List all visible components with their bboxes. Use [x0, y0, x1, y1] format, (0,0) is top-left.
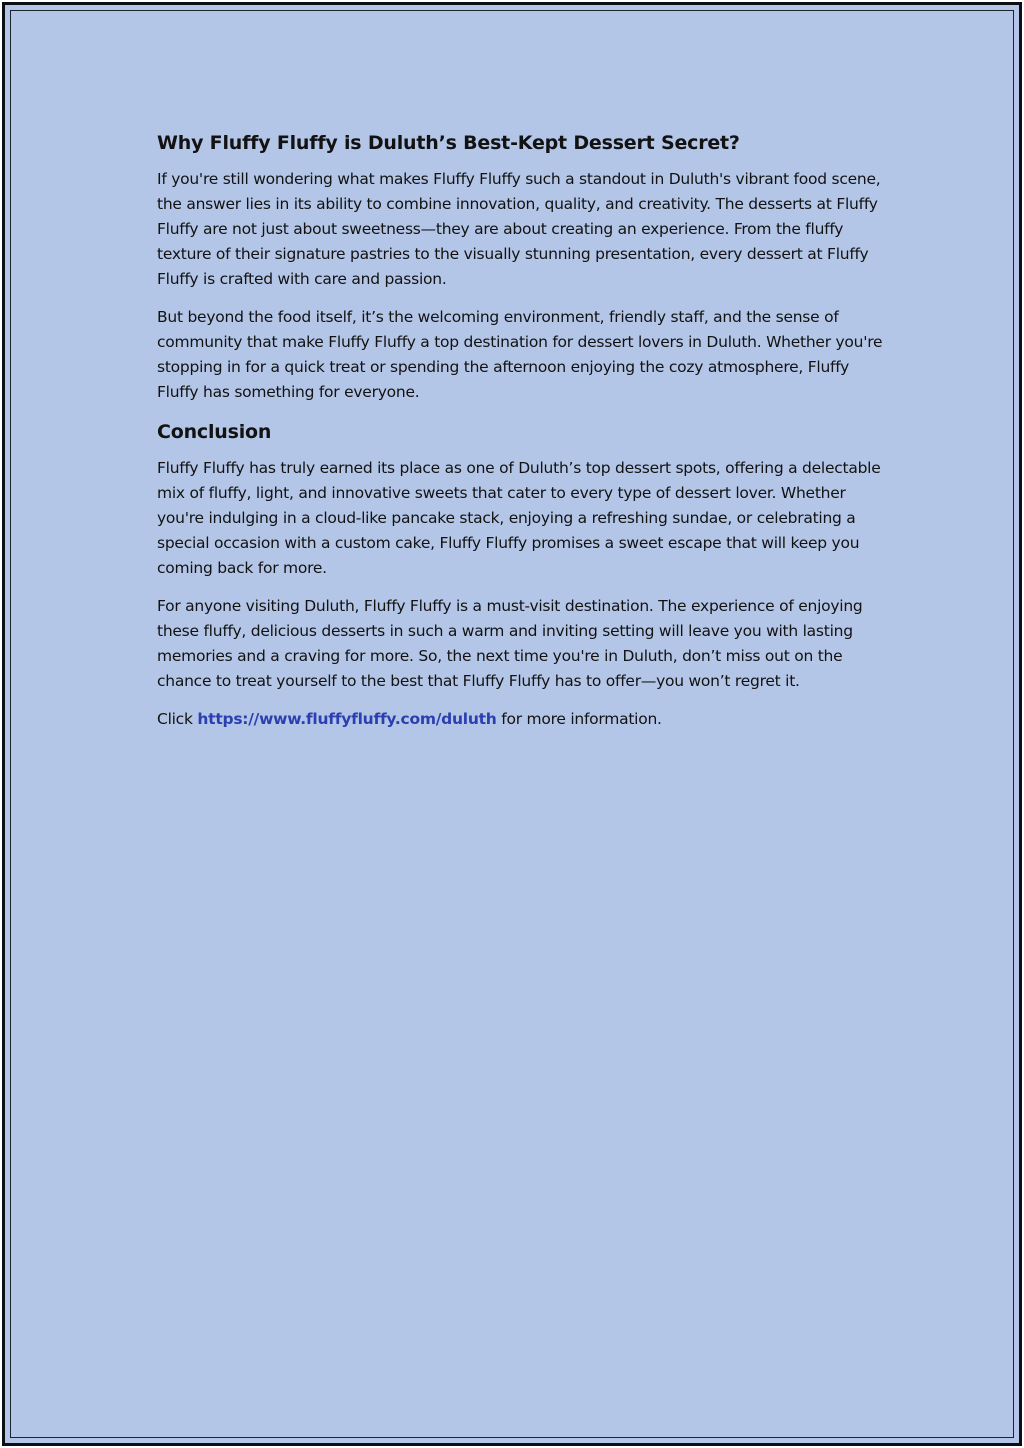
document-page [2, 2, 1022, 1446]
paragraph-intro: If you're still wondering what makes Fluffy Fluffy such a standout in Duluth's vibrant food scene, the answer lies in its ability to combine innovation, quality, and creativity. The desserts at Fluffy Fluffy are not just about sweetness—they are about creating an experience. From the fluffy texture of their signature pastries to the visually stunning presentation, every dessert at Fluffy Fluffy is crafted with care and passion. [157, 170, 881, 288]
document-body [157, 129, 885, 745]
section-heading-secret: Why Fluffy Fluffy is Duluth’s Best-Kept Dessert Secret? [157, 132, 740, 154]
paragraph-visiting: For anyone visiting Duluth, Fluffy Fluffy is a must-visit destination. The experience of enjoying these fluffy, delicious desserts in such a warm and inviting setting will leave you with lasting memories and a craving for more. So, the next time you're in Duluth, don’t miss out on the chance to treat yourself to the best that Fluffy Fluffy has to offer—you won’t regret it. [157, 597, 863, 690]
cta-prefix: Click [157, 710, 198, 728]
cta-suffix: for more information. [496, 710, 662, 728]
paragraph-community: But beyond the food itself, it’s the welcoming environment, friendly staff, and the sense of community that make Fluffy Fluffy a top destination for dessert lovers in Duluth. Whether you're stopping in for a quick treat or spending the afternoon enjoying the cozy atmosphere, Fluffy Fluffy has something for everyone. [157, 308, 883, 401]
paragraph-conclusion: Fluffy Fluffy has truly earned its place as one of Duluth’s top dessert spots, offering a delectable mix of fluffy, light, and innovative sweets that cater to every type of dessert lover. Whether you're indulging in a cloud-like pancake stack, enjoying a refreshing sundae, or celebrating a special occasion with a custom cake, Fluffy Fluffy promises a sweet escape that will keep you coming back for more. [157, 459, 881, 577]
call-to-action [157, 707, 885, 732]
website-link[interactable]: https://www.fluffyfluffy.com/duluth [197, 710, 497, 728]
section-heading-conclusion: Conclusion [157, 421, 272, 443]
